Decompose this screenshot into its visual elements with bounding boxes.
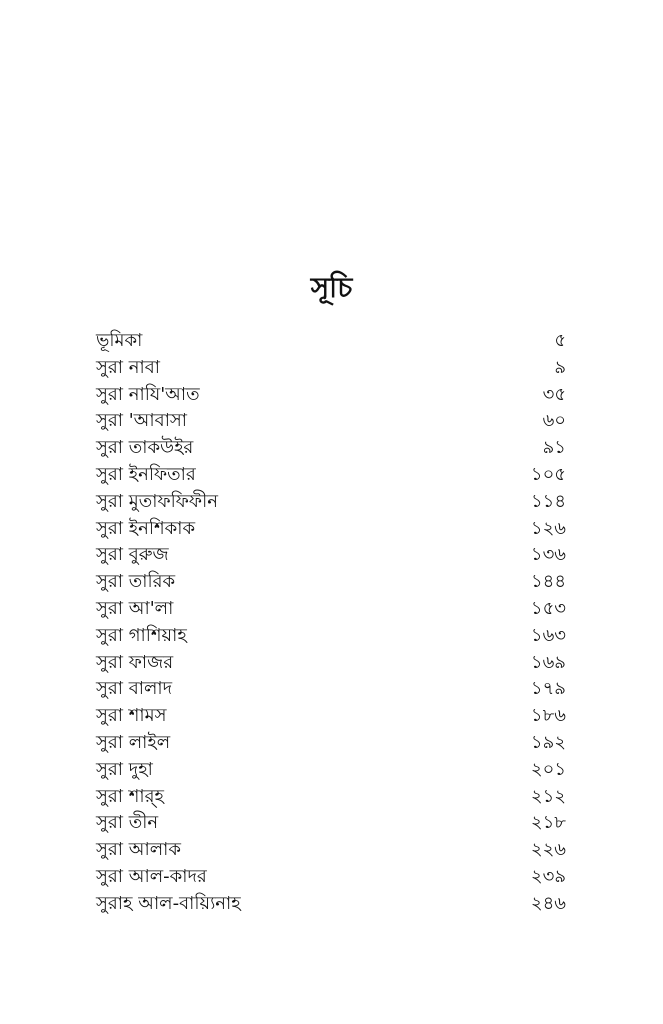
toc-entry-page: ১২৬ bbox=[530, 517, 566, 539]
toc-entry-label: সুরা আ'লা bbox=[96, 597, 174, 619]
toc-entry-page: ২৪৬ bbox=[530, 892, 566, 914]
toc-entry-label: সুরা আলাক bbox=[96, 839, 181, 861]
toc-entry-label: সুরা দুহা bbox=[96, 758, 153, 780]
toc-entry-label: সুরা 'আবাসা bbox=[96, 410, 188, 432]
toc-entry-label: সুরা ইনফিতার bbox=[96, 463, 196, 485]
toc-entry-label: সুরা শামস bbox=[96, 705, 167, 727]
table-of-contents bbox=[96, 328, 566, 918]
toc-entry bbox=[96, 623, 566, 650]
toc-entry-label: ভূমিকা bbox=[96, 330, 143, 351]
toc-entry bbox=[96, 328, 566, 355]
toc-entry bbox=[96, 462, 566, 489]
toc-entry-label: সুরা আল-কাদর bbox=[96, 865, 207, 887]
toc-entry-label: সুরা ইনশিকাক bbox=[96, 517, 196, 539]
toc-entry-page: ৫ bbox=[554, 330, 566, 351]
toc-entry bbox=[96, 864, 566, 891]
toc-entry-page: ২৩৯ bbox=[530, 865, 566, 887]
toc-entry-label: সুরা ফাজর bbox=[96, 651, 174, 673]
toc-entry bbox=[96, 837, 566, 864]
toc-entry-label: সুরা গাশিয়াহ bbox=[96, 624, 187, 646]
toc-entry-label: সুরা বালাদ bbox=[96, 678, 173, 700]
toc-entry bbox=[96, 355, 566, 382]
toc-entry-page: ১১৪ bbox=[530, 490, 566, 512]
toc-entry-page: ১০৫ bbox=[530, 463, 566, 485]
toc-entry-label: সুরা তারিক bbox=[96, 571, 176, 593]
toc-entry bbox=[96, 542, 566, 569]
toc-entry-label: সুরা লাইল bbox=[96, 731, 171, 753]
toc-entry bbox=[96, 703, 566, 730]
toc-entry bbox=[96, 408, 566, 435]
toc-entry-page: ১৬৩ bbox=[530, 624, 566, 646]
toc-entry bbox=[96, 489, 566, 516]
toc-entry-page: ২১২ bbox=[530, 785, 566, 807]
toc-entry-page: ২০১ bbox=[530, 758, 566, 780]
toc-entry-page: ১৫৩ bbox=[530, 597, 566, 619]
toc-entry-page: ৯ bbox=[554, 356, 566, 378]
toc-entry-label: সুরা তাকউইর bbox=[96, 437, 194, 459]
toc-entry-page: ১৯২ bbox=[530, 731, 566, 753]
toc-entry bbox=[96, 516, 566, 543]
toc-entry bbox=[96, 435, 566, 462]
toc-entry-page: ১৬৯ bbox=[530, 651, 566, 673]
toc-entry bbox=[96, 650, 566, 677]
toc-entry bbox=[96, 569, 566, 596]
toc-entry-label: সুরা শার্‌হ bbox=[96, 785, 164, 807]
toc-entry-page: ৯১ bbox=[542, 437, 566, 459]
toc-entry-label: সুরা বুরুজ bbox=[96, 544, 169, 566]
toc-entry bbox=[96, 784, 566, 811]
toc-entry-label: সুরাহ আল-বায়্যিনাহ bbox=[96, 892, 241, 914]
toc-entry-label: সুরা মুতাফফিফীন bbox=[96, 490, 218, 512]
page-title: সূচি bbox=[310, 271, 353, 304]
toc-entry-page: ৩৫ bbox=[542, 383, 566, 405]
toc-entry-page: ১৪৪ bbox=[530, 571, 566, 593]
toc-entry bbox=[96, 810, 566, 837]
toc-entry bbox=[96, 382, 566, 409]
toc-entry bbox=[96, 676, 566, 703]
toc-entry bbox=[96, 596, 566, 623]
toc-entry bbox=[96, 757, 566, 784]
toc-entry bbox=[96, 891, 566, 918]
toc-entry-page: ১৩৬ bbox=[530, 544, 566, 566]
toc-entry-page: ১৭৯ bbox=[530, 678, 566, 700]
toc-entry bbox=[96, 730, 566, 757]
toc-entry-label: সুরা নাবা bbox=[96, 356, 160, 378]
toc-entry-page: ২১৮ bbox=[530, 812, 566, 834]
toc-entry-label: সুরা তীন bbox=[96, 812, 159, 834]
toc-entry-page: ১৮৬ bbox=[530, 705, 566, 727]
toc-entry-page: ৬০ bbox=[542, 410, 566, 432]
toc-entry-label: সুরা নাযি'আত bbox=[96, 383, 200, 405]
toc-entry-page: ২২৬ bbox=[530, 839, 566, 861]
